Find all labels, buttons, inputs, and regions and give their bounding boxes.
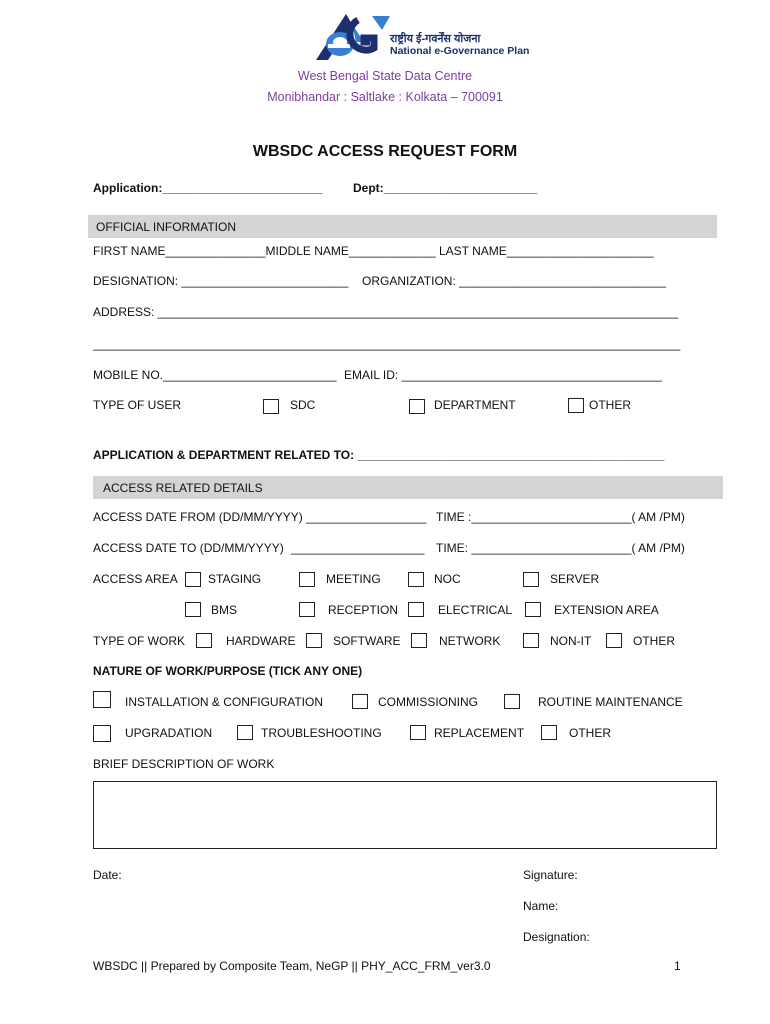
logo-hindi-text: राष्ट्रीय ई-गवर्नेंस योजना [390, 33, 481, 45]
nature-upgradation-checkbox[interactable] [93, 725, 111, 742]
negp-logo-icon [312, 8, 392, 64]
nature-routine-maintenance-label: ROUTINE MAINTENANCE [538, 695, 683, 709]
access-date-from-field[interactable]: ACCESS DATE FROM (DD/MM/YYYY) __________________ [93, 510, 427, 524]
work-hardware-checkbox[interactable] [196, 633, 212, 648]
footer-text: WBSDC || Prepared by Composite Team, NeGP || PHY_ACC_FRM_ver3.0 [93, 959, 491, 973]
work-network-checkbox[interactable] [411, 633, 427, 648]
header-line-1: West Bengal State Data Centre [297, 69, 473, 83]
area-staging-checkbox[interactable] [185, 572, 201, 587]
work-software-checkbox[interactable] [306, 633, 322, 648]
nature-installation-label: INSTALLATION & CONFIGURATION [125, 695, 324, 709]
work-software-label: SOFTWARE [333, 634, 401, 648]
area-reception-checkbox[interactable] [299, 602, 315, 617]
work-hardware-label: HARDWARE [226, 634, 296, 648]
dept-field[interactable]: Dept:_______________________ [353, 181, 538, 195]
nature-troubleshooting-label: TROUBLESHOOTING [261, 726, 382, 740]
area-server-checkbox[interactable] [523, 572, 539, 587]
date-label: Date: [93, 868, 122, 882]
work-other-label: OTHER [633, 634, 675, 648]
area-noc-label: NOC [434, 572, 461, 586]
brief-description-label: BRIEF DESCRIPTION OF WORK [93, 757, 275, 771]
user-other-label: OTHER [589, 398, 631, 412]
logo-english-text: National e-Governance Plan [390, 45, 530, 57]
signature-label: Signature: [523, 868, 578, 882]
access-area-label: ACCESS AREA [93, 572, 178, 586]
user-department-checkbox[interactable] [409, 399, 425, 414]
official-info-band [88, 215, 717, 238]
time-from-field[interactable]: TIME :________________________( AM /PM) [436, 510, 685, 524]
area-bms-label: BMS [211, 603, 238, 617]
access-details-band [93, 476, 723, 499]
time-to-field[interactable]: TIME: ________________________( AM /PM) [436, 541, 685, 555]
nature-upgradation-label: UPGRADATION [125, 726, 213, 740]
area-bms-checkbox[interactable] [185, 602, 201, 617]
area-extension-label: EXTENSION AREA [554, 603, 659, 617]
area-electrical-checkbox[interactable] [408, 602, 424, 617]
area-meeting-checkbox[interactable] [299, 572, 315, 587]
mobile-field[interactable]: MOBILE NO.__________________________ [93, 368, 337, 382]
area-extension-checkbox[interactable] [525, 602, 541, 617]
work-network-label: NETWORK [439, 634, 501, 648]
type-of-user-label: TYPE OF USER [93, 398, 182, 412]
designation-sign-label: Designation: [523, 930, 590, 944]
page-number: 1 [674, 959, 681, 973]
nature-other-label: OTHER [569, 726, 611, 740]
names-field[interactable]: FIRST NAME_______________MIDDLE NAME_____________ LAST NAME______________________ [93, 244, 654, 258]
address-continuation-field[interactable]: ________________________________________________________________________________________ [93, 337, 681, 351]
nature-troubleshooting-checkbox[interactable] [237, 725, 253, 740]
work-other-checkbox[interactable] [606, 633, 622, 648]
access-date-to-label: ACCESS DATE TO (DD/MM/YYYY) [93, 541, 284, 555]
nature-replacement-label: REPLACEMENT [434, 726, 525, 740]
header-line-2: Monibhandar : Saltlake : Kolkata – 700091 [267, 90, 503, 104]
user-sdc-label: SDC [290, 398, 316, 412]
area-meeting-label: MEETING [326, 572, 381, 586]
nature-installation-checkbox[interactable] [93, 691, 111, 708]
nature-replacement-checkbox[interactable] [410, 725, 426, 740]
area-reception-label: RECEPTION [328, 603, 399, 617]
name-label: Name: [523, 899, 559, 913]
area-noc-checkbox[interactable] [408, 572, 424, 587]
official-info-heading: OFFICIAL INFORMATION [96, 220, 236, 234]
app-dept-related-field[interactable]: APPLICATION & DEPARTMENT RELATED TO: ______________________________________________ [93, 448, 665, 462]
area-electrical-label: ELECTRICAL [438, 603, 513, 617]
address-field[interactable]: ADDRESS: ______________________________________________________________________________ [93, 305, 679, 319]
user-department-label: DEPARTMENT [434, 398, 516, 412]
nature-of-work-heading: NATURE OF WORK/PURPOSE (TICK ANY ONE) [93, 664, 363, 678]
access-date-to-field[interactable]: ____________________ [291, 541, 425, 555]
organization-field[interactable]: ORGANIZATION: _______________________________ [362, 274, 667, 288]
work-non-it-label: NON-IT [550, 634, 592, 648]
type-of-work-label: TYPE OF WORK [93, 634, 186, 648]
brief-description-textarea[interactable] [93, 781, 717, 849]
nature-commissioning-checkbox[interactable] [352, 694, 368, 709]
user-sdc-checkbox[interactable] [263, 399, 279, 414]
work-non-it-checkbox[interactable] [523, 633, 539, 648]
access-details-heading: ACCESS RELATED DETAILS [103, 481, 263, 495]
application-field[interactable]: Application:________________________ [93, 181, 323, 195]
area-server-label: SERVER [550, 572, 600, 586]
user-other-checkbox[interactable] [568, 398, 584, 413]
area-staging-label: STAGING [208, 572, 262, 586]
nature-other-checkbox[interactable] [541, 725, 557, 740]
designation-field[interactable]: DESIGNATION: _________________________ [93, 274, 349, 288]
nature-commissioning-label: COMMISSIONING [378, 695, 479, 709]
form-title: WBSDC ACCESS REQUEST FORM [252, 143, 518, 160]
email-field[interactable]: EMAIL ID: _______________________________________ [344, 368, 662, 382]
nature-routine-maintenance-checkbox[interactable] [504, 694, 520, 709]
